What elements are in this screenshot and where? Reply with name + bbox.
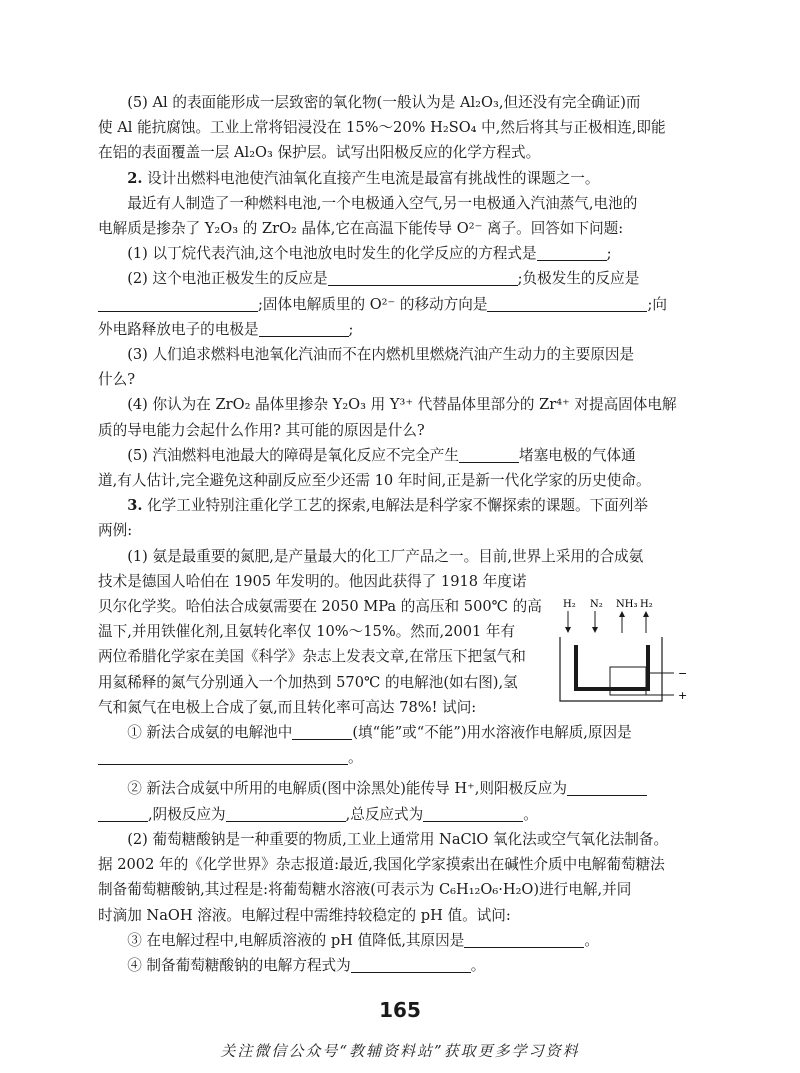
q3-c1-text-b: (填“能”或“不能”)用水溶液作电解质,原因是 [352,724,632,742]
q3-c3 [98,928,708,953]
figure-label-h2-left: H₂ [563,598,576,610]
q3-c1-text-a: ① 新法合成氨的电解池中 [127,724,293,742]
q2-sub-1 [98,241,708,266]
q3-c2-text-d: 。 [523,805,538,823]
q3-intro [98,493,708,518]
answer-blank[interactable] [98,295,258,312]
answer-blank[interactable] [98,805,148,822]
q3-intro-text: 化学工业特别注重化学工艺的探索,电解法是科学家不懈探索的课题。下面列举 [147,497,648,515]
q2-sub-2b [98,292,708,317]
q3-intro-2: 两例: [98,522,133,540]
q3-c2-text-b: ,阴极反应为 [148,805,226,823]
q3-b-line-1: (2) 葡萄糖酸钠是一种重要的物质,工业上通常用 NaClO 氧化法或空气氧化法制备。 [127,830,669,848]
q2-sub-2-text-b: ;负极发生的反应是 [517,270,640,288]
q3-a-line-2: 技术是德国人哈伯在 1905 年发明的。他因此获得了 1918 年度诺 [98,572,527,590]
q2-sub-5a [98,443,708,468]
q3-number: 3. [127,497,143,515]
footer-note: 关注微信公众号“教辅资料站”获取更多学习资料 [220,1042,580,1060]
q5-line-1: (5) Al 的表面能形成一层致密的氧化物(一般认为是 Al₂O₃,但还没有完全确证)而 [127,94,641,111]
q3-a-line-1: (1) 氨是最重要的氮肥,是产量最大的化工厂产品之一。目前,世界上采用的合成氨 [127,547,644,565]
q3-c3-text-b: 。 [584,931,599,949]
q2-sub-3a: (3) 人们追求燃料电池氧化汽油而不在内燃机里燃烧汽油产生动力的主要原因是 [127,346,635,364]
figure-label-h2-right: H₂ [640,598,653,610]
q2-body-1: 最近有人制造了一种燃料电池,一个电极通入空气,另一电极通入汽油蒸气,电池的 [127,194,638,212]
q2-sub-2a [98,266,708,291]
arrow-h2-out-head [643,611,649,617]
q3-a-line-7: 气和氮气在电极上合成了氨,而且转化率可高达 78%! 试问: [98,698,477,716]
arrow-n2-in-head [592,627,598,633]
q3-c2-text-c: ,总反应式为 [345,805,424,823]
arrow-nh3-out-head [619,611,625,617]
q2-sub-2-text-e: 外电路释放电子的电极是 [98,320,259,338]
q3-c2-line-1 [98,776,708,801]
q3-c4-text-b: 。 [470,956,486,974]
answer-blank[interactable] [487,295,647,312]
q2-sub-1-end: ; [606,245,612,263]
q3-wrap-area [98,569,708,720]
answer-blank[interactable] [567,779,647,796]
q3-c1-line-2 [98,745,708,770]
q2-number: 2. [127,169,143,187]
q3-a-line-5: 两位希腊化学家在美国《科学》杂志上发表文章,在常压下把氢气和 [98,648,526,666]
q2-sub-3b: 什么? [98,371,136,389]
answer-blank[interactable] [537,244,607,261]
q3-c4-text-a: ④ 制备葡萄糖酸钠的电解方程式为 [127,956,351,974]
q2-sub-5-text-b: 堵塞电极的气体通 [518,446,636,464]
answer-blank[interactable] [464,931,584,948]
q2-intro-text: 设计出燃料电池使汽油氧化直接产生电流是最富有挑战性的课题之一。 [147,169,600,187]
answer-blank[interactable] [328,269,518,286]
electrolysis-cell-diagram [558,597,698,709]
q3-b-line-2: 据 2002 年的《化学世界》杂志报道:最近,我国化学家摸索出在碱性介质中电解葡萄糖法 [98,856,665,874]
q2-sub-2-text-d: ;向 [647,295,667,313]
q2-sub-4a: (4) 你认为在 ZrO₂ 晶体里掺杂 Y₂O₃ 用 Y³⁺ 代替晶体里部分的 Zr⁴⁺ 对提高固体电解 [127,396,677,414]
q2-intro [98,166,708,191]
q5-line-3: 在铝的表面覆盖一层 Al₂O₃ 保护层。试写出阳极反应的化学方程式。 [98,144,541,162]
q2-body-2: 电解质是掺杂了 Y₂O₃ 的 ZrO₂ 晶体,它在高温下能传导 O²⁻ 离子。回答如下问题: [98,220,624,238]
q2-sub-5b: 道,有人估计,完全避免这种副反应至少还需 10 年时间,正是新一代化学家的历史使命。 [98,472,651,490]
arrow-h2-in-head [565,627,571,633]
page-number: 165 [379,998,421,1022]
q2-sub-5-text-a: (5) 汽油燃料电池最大的障碍是氧化反应不完全产生 [127,446,459,464]
q2-sub-2-text-c: ;固体电解质里的 O²⁻ 的移动方向是 [258,295,488,313]
q2-sub-4b: 质的导电能力会起什么作用? 其可能的原因是什么? [98,421,425,439]
q3-a-line-3: 贝尔化学奖。哈伯法合成氨需要在 2050 MPa 的高压和 500℃ 的高 [98,598,542,616]
answer-blank[interactable] [292,723,352,740]
q5-line-2: 使 Al 能抗腐蚀。工业上常将铝浸没在 15%～20% H₂SO₄ 中,然后将其与正极相连,即能 [98,119,666,137]
answer-blank[interactable] [423,805,523,822]
figure-label-plus: + [678,688,688,702]
figure-label-n2: N₂ [590,598,603,610]
answer-blank[interactable] [351,956,471,973]
answer-blank[interactable] [226,805,346,822]
q2-sub-1-text: (1) 以丁烷代表汽油,这个电池放电时发生的化学反应的方程式是 [127,245,537,263]
q3-c2-text-a: ② 新法合成氨中所用的电解质(图中涂黑处)能传导 H⁺,则阳极反应为 [127,780,567,798]
figure-label-minus: − [678,666,688,680]
q3-c2-line-2 [98,802,708,827]
q3-a-line-6: 用氦稀释的氮气分别通入一个加热到 570℃ 的电解池(如右图),氢 [98,673,518,691]
q3-c1-line-1 [98,720,708,745]
q2-sub-2-text-f: ; [348,320,354,338]
q3-c3-text-a: ③ 在电解过程中,电解质溶液的 pH 值降低,其原因是 [127,931,465,949]
q2-sub-2c [98,317,708,342]
figure-label-nh3: NH₃ [616,598,638,610]
q3-c1-text-c: 。 [348,749,363,767]
answer-blank[interactable] [98,748,348,765]
q3-b-line-3: 制备葡萄糖酸钠,其过程是:将葡萄糖水溶液(可表示为 C₆H₁₂O₆·H₂O)进行电解,并同 [98,881,632,899]
answer-blank[interactable] [259,320,349,337]
q3-c4 [98,953,708,978]
answer-blank[interactable] [459,446,519,463]
q3-a-line-4: 温下,并用铁催化剂,且氨转化率仅 10%～15%。然而,2001 年有 [98,623,516,641]
q2-sub-2-text-a: (2) 这个电池正极发生的反应是 [127,270,328,288]
page-content [98,90,708,978]
q3-b-line-4: 时滴加 NaOH 溶液。电解过程中需维持较稳定的 pH 值。试问: [98,906,511,924]
